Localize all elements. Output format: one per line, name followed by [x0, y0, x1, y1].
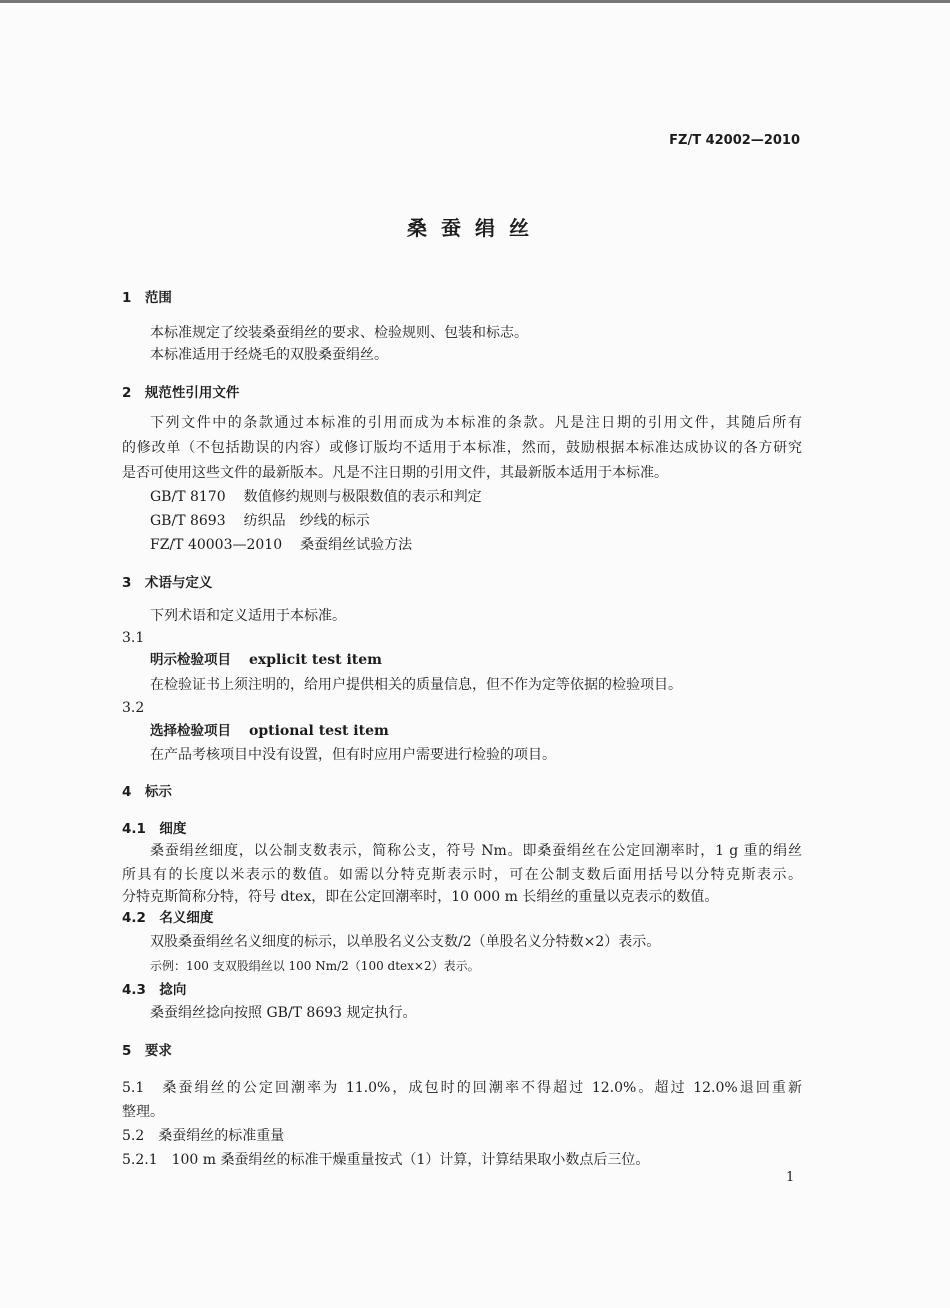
section-1-heading: 1 范围 [122, 290, 172, 306]
page-number: 1 [786, 1170, 795, 1185]
reference-code: FZ/T 40003—2010 [150, 537, 283, 553]
term-entry [150, 721, 389, 741]
term-zh: 明示检验项目 [150, 652, 231, 668]
section-4-2-heading: 4.2 名义细度 [122, 910, 214, 926]
example-note: 示例：100 支双股绢丝以 100 Nm/2（100 dtex×2）表示。 [150, 959, 480, 973]
paragraph-line: 所具有的长度以米表示的数值。如需以分特克斯表示时，可在公制支数后面用括号以分特克斯表示。 [122, 867, 802, 883]
paragraph-line: 整理。 [122, 1104, 164, 1120]
term-entry [150, 650, 382, 670]
reference-item [150, 535, 412, 555]
paragraph-line: 5.2.1 100 m 桑蚕绢丝的标准干燥重量按式（1）计算，计算结果取小数点后三位。 [122, 1152, 650, 1168]
paragraph-line: 桑蚕绢丝捻向按照 GB/T 8693 规定执行。 [150, 1005, 417, 1021]
section-4-1-heading: 4.1 细度 [122, 821, 187, 837]
term-zh: 选择检验项目 [150, 723, 231, 739]
reference-code: GB/T 8693 [150, 513, 226, 529]
term-en: optional test item [249, 723, 389, 739]
paragraph-line: 下列术语和定义适用于本标准。 [150, 608, 346, 624]
term-number: 3.1 [122, 630, 145, 646]
section-3-heading: 3 术语与定义 [122, 575, 213, 591]
paragraph-line: 本标准适用于经烧毛的双股桑蚕绢丝。 [150, 347, 388, 363]
section-2-heading: 2 规范性引用文件 [122, 385, 240, 401]
section-5-heading: 5 要求 [122, 1043, 172, 1059]
document-title: 桑蚕绢丝 [407, 216, 543, 240]
section-5-2-heading: 5.2 桑蚕绢丝的标准重量 [122, 1128, 285, 1144]
scan-edge [0, 0, 950, 3]
paragraph-line: 本标准规定了绞装桑蚕绢丝的要求、检验规则、包装和标志。 [150, 325, 528, 341]
term-definition: 在产品考核项目中没有设置，但有时应用户需要进行检验的项目。 [150, 747, 556, 763]
reference-item [150, 511, 370, 531]
paragraph-line: 的修改单（不包括勘误的内容）或修订版均不适用于本标准，然而，鼓励根据本标准达成协议的各方研究 [122, 440, 802, 456]
paragraph-line: 是否可使用这些文件的最新版本。凡是不注日期的引用文件，其最新版本适用于本标准。 [122, 465, 668, 481]
reference-title: 桑蚕绢丝试验方法 [300, 537, 413, 553]
paragraph-line: 双股桑蚕绢丝名义细度的标示，以单股名义公支数/2（单股名义分特数×2）表示。 [150, 934, 661, 950]
paragraph-line: 分特克斯简称分特，符号 dtex，即在公定回潮率时，10 000 m 长绢丝的重量以克表示的数值。 [122, 889, 719, 905]
term-en: explicit test item [249, 652, 382, 668]
paragraph-line: 下列文件中的条款通过本标准的引用而成为本标准的条款。凡是注日期的引用文件，其随后所有 [150, 415, 802, 431]
reference-title: 数值修约规则与极限数值的表示和判定 [243, 489, 482, 505]
section-4-heading: 4 标示 [122, 784, 172, 800]
standard-number: FZ/T 42002—2010 [669, 133, 800, 148]
section-4-3-heading: 4.3 捻向 [122, 982, 187, 998]
paragraph-line: 5.1 桑蚕绢丝的公定回潮率为 11.0%，成包时的回潮率不得超过 12.0%。超过 12.0%退回重新 [122, 1080, 802, 1096]
reference-item [150, 487, 482, 507]
reference-title: 纺织品 纱线的标示 [243, 513, 370, 529]
reference-code: GB/T 8170 [150, 489, 226, 505]
term-definition: 在检验证书上须注明的，给用户提供相关的质量信息，但不作为定等依据的检验项目。 [150, 677, 682, 693]
term-number: 3.2 [122, 700, 145, 716]
paragraph-line: 桑蚕绢丝细度，以公制支数表示，简称公支，符号 Nm。即桑蚕绢丝在公定回潮率时，1 g 重的绢丝 [150, 843, 802, 859]
